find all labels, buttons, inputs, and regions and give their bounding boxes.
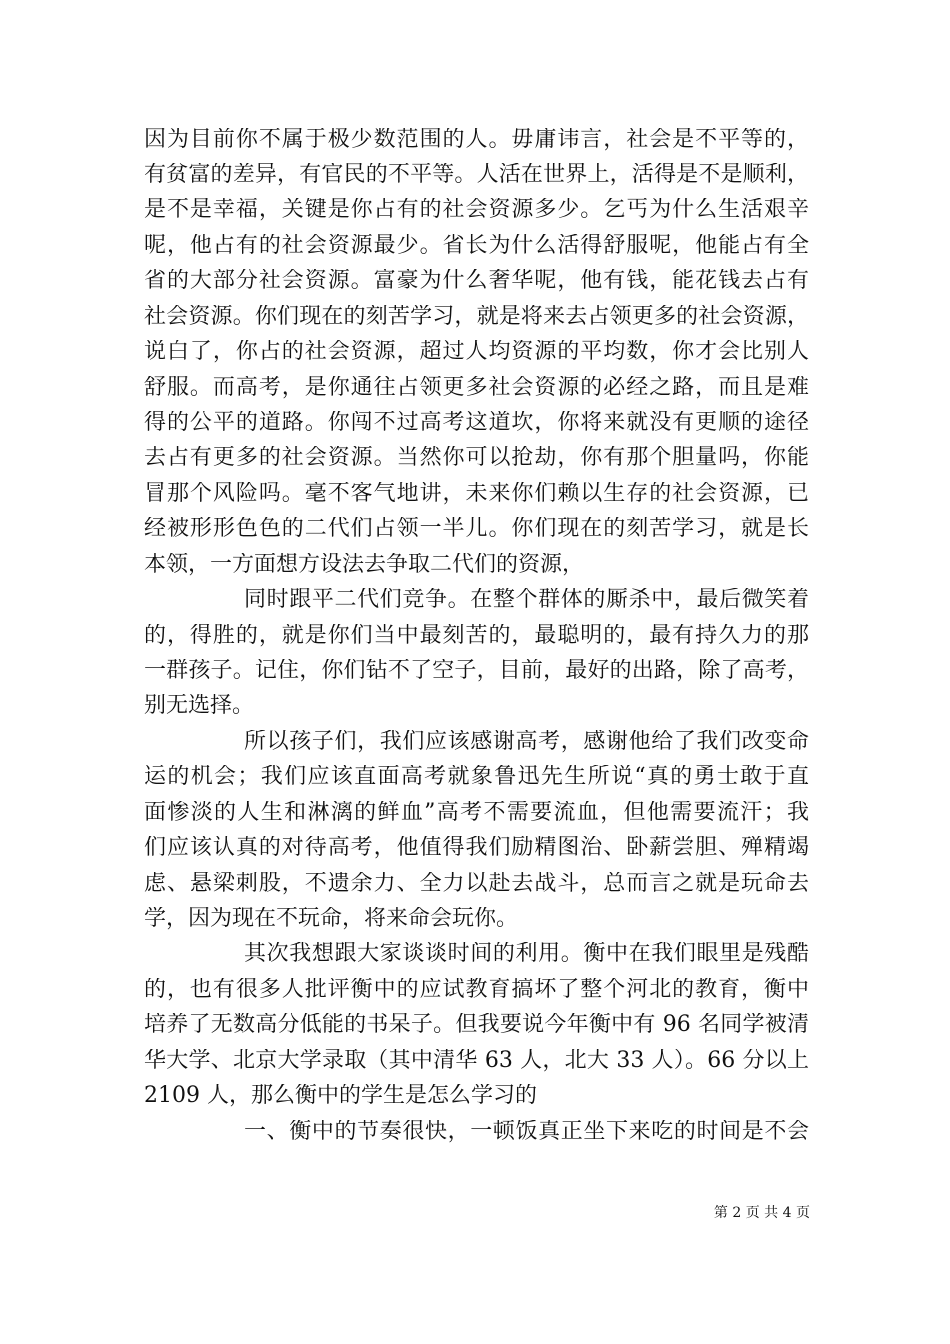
- text-line: 有贫富的差异，有官民的不平等。人活在世界上，活得是不是顺利，: [144, 163, 809, 187]
- text-line: 冒那个风险吗。毫不客气地讲，未来你们赖以生存的社会资源，已: [144, 482, 809, 506]
- text-line: 别无选择。: [144, 694, 255, 718]
- paragraph-first-line: 一、衡中的节奏很快，一顿饭真正坐下来吃的时间是不会: [244, 1120, 809, 1144]
- text-line: 一群孩子。记住，你们钻不了空子，目前，最好的出路，除了高考，: [144, 659, 809, 683]
- text-line: 培养了无数高分低能的书呆子。但我要说今年衡中有 96 名同学被清: [144, 1013, 809, 1037]
- text-line: 的，也有很多人批评衡中的应试教育搞坏了整个河北的教育，衡中: [144, 978, 809, 1002]
- text-line: 因为目前你不属于极少数范围的人。毋庸讳言，社会是不平等的，: [144, 128, 809, 152]
- text-line: 舒服。而高考，是你通往占领更多社会资源的必经之路，而且是难: [144, 376, 809, 400]
- text-line: 们应该认真的对待高考，他值得我们励精图治、卧薪尝胆、殚精竭: [144, 836, 809, 860]
- text-line: 说白了，你占的社会资源，超过人均资源的平均数，你才会比别人: [144, 340, 809, 364]
- text-line: 得的公平的道路。你闯不过高考这道坎，你将来就没有更顺的途径: [144, 411, 809, 435]
- text-line: 去占有更多的社会资源。当然你可以抢劫，你有那个胆量吗，你能: [144, 446, 809, 470]
- text-line: 经被形形色色的二代们占领一半儿。你们现在的刻苦学习，就是长: [144, 517, 809, 541]
- text-line: 本领，一方面想方设法去争取二代们的资源，: [144, 553, 585, 577]
- paragraph-first-line: 同时跟平二代们竞争。在整个群体的厮杀中，最后微笑着: [244, 588, 809, 612]
- paragraph-first-line: 其次我想跟大家谈谈时间的利用。衡中在我们眼里是残酷: [244, 942, 809, 966]
- text-line: 2109 人，那么衡中的学生是怎么学习的: [144, 1084, 537, 1108]
- text-line: 的，得胜的，就是你们当中最刻苦的，最聪明的，最有持久力的那: [144, 624, 809, 648]
- text-line: 华大学、北京大学录取（其中清华 63 人，北大 33 人）。66 分以上: [144, 1049, 809, 1073]
- text-line: 呢，他占有的社会资源最少。省长为什么活得舒服呢，他能占有全: [144, 234, 809, 258]
- text-line: 虑、悬梁刺股，不遗余力、全力以赴去战斗，总而言之就是玩命去: [144, 872, 809, 896]
- text-line: 是不是幸福，关键是你占有的社会资源多少。乞丐为什么生活艰辛: [144, 198, 809, 222]
- page-number: 第 2 页 共 4 页: [713, 1205, 810, 1221]
- text-line: 社会资源。你们现在的刻苦学习，就是将来去占领更多的社会资源，: [144, 305, 809, 329]
- text-line: 运的机会；我们应该直面高考就象鲁迅先生所说“真的勇士敢于直: [144, 765, 809, 789]
- text-line: 省的大部分社会资源。富豪为什么奢华呢，他有钱，能花钱去占有: [144, 269, 809, 293]
- text-line: 学，因为现在不玩命，将来命会玩你。: [144, 907, 519, 931]
- paragraph-first-line: 所以孩子们，我们应该感谢高考，感谢他给了我们改变命: [244, 730, 809, 754]
- text-line: 面惨淡的人生和淋漓的鲜血”高考不需要流血，但他需要流汗；我: [144, 801, 809, 825]
